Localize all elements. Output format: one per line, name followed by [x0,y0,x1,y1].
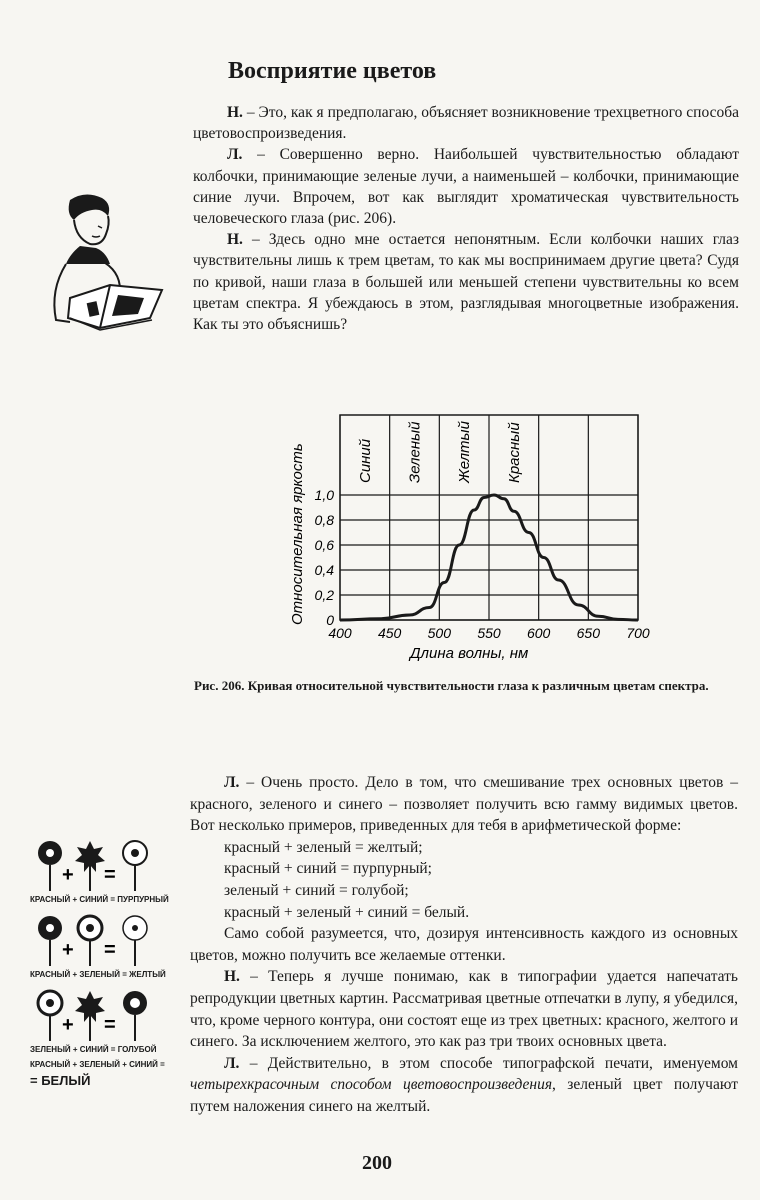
dialogue-top [193,102,739,335]
speaker-label: Л. [224,1054,240,1072]
speaker-label: Л. [224,774,240,791]
speaker-label: Н. [227,104,243,121]
formula-line: красный + синий = пурпурный; [224,860,432,878]
band-label: Синий [356,438,374,483]
formula-line: красный + зеленый = желтый; [224,838,423,856]
x-tick-labels [328,625,650,641]
flower-label: ЗЕЛЕНЫЙ + СИНИЙ = ГОЛУБОЙ [30,1045,157,1054]
svg-text:=: = [104,864,116,886]
x-axis-label: Длина волны, нм [410,645,529,662]
flower-row [30,910,170,970]
y-tick-label: 0,8 [314,512,334,528]
sensitivity-chart [280,405,660,670]
svg-text:=: = [104,939,116,961]
flower-row [30,985,170,1045]
speaker-label: Н. [227,231,243,249]
x-tick-label: 400 [328,625,352,641]
x-tick-label: 700 [626,625,650,641]
flower-label: КРАСНЫЙ + СИНИЙ = ПУРПУРНЫЙ [30,895,169,904]
paragraph-text: – Здесь одно мне остается непонятным. Если колбочки наших глаз чувствительны лишь к трем цветам, то как мы воспринимаем другие цвета? Судя по кривой, наши глаза в большей или меньшей степени чувствительны ко всем цветам спектра. Я убеждаюсь в этом, разглядывая многоцветные изображения. Как ты это объяснишь? [193,231,739,334]
svg-text:+: + [62,864,74,886]
italic-term: четырехкрасочным способом цветовоспроизведения [190,1076,553,1094]
paragraph-text: Само собой разумеется, что, дозируя интенсивность каждого из основных цветов, можно получить все желаемые оттенки. [190,925,738,964]
y-tick-label: 0,4 [314,562,334,578]
color-mixing-illustration [30,835,170,1088]
paragraph-text: , зеленый цвет получают путем наложения синего на желтый. [190,1076,738,1115]
flower-label: = БЕЛЫЙ [30,1073,91,1088]
svg-text:=: = [104,1014,116,1036]
flowers-icon [30,985,160,1043]
paragraph [193,102,739,144]
paragraph-text: – Совершенно верно. Наибольшей чувствительностью обладают колбочки, принимающие зеленые лучи, а наименьшей – колбочки, принимающие синие лучи. Впрочем, вот как выглядит хроматическая чувствительность человеческого глаза (рис. 206). [193,146,739,228]
flower-label: КРАСНЫЙ + ЗЕЛЕНЫЙ = ЖЕЛТЫЙ [30,970,166,979]
paragraph-text: – Действительно, в этом способе типографской печати, именуемом [239,1054,738,1072]
speaker-label: Н. [224,968,240,986]
paragraph-text: – Это, как я предполагаю, объясняет возникновение трехцветного способа цветовоспроизведения. [193,104,739,143]
speaker-label: Л. [227,146,243,164]
flower-row [30,835,170,895]
y-tick-label: 0,2 [314,587,334,603]
paragraph [190,1053,738,1118]
band-label: Желтый [456,421,474,483]
paragraph-text: – Теперь я лучше понимаю, как в типографии удается напечатать репродукции цветных картин. Рассматривая цветные отпечатки в лупу, я убедился, что, кроме черного контура, они состоят еще из трех цветных: красного, желтого и синего. За исключением желтого, это как раз три твоих основных цвета. [190,968,738,1051]
flowers-icon [30,910,160,968]
y-axis-label: Относительная яркость [289,443,306,625]
y-tick-label: 0,6 [314,537,334,553]
paragraph [190,966,738,1052]
x-tick-label: 650 [576,625,601,641]
svg-text:+: + [62,939,74,961]
paragraph [193,229,739,335]
x-tick-label: 500 [427,625,452,641]
svg-text:+: + [62,1014,74,1036]
formula-line: зеленый + синий = голубой; [224,881,409,899]
page-number: 200 [362,1152,392,1174]
formula-line: красный + зеленый + синий = белый. [224,903,470,921]
y-tick-labels [315,487,335,628]
flower-label: КРАСНЫЙ + ЗЕЛЕНЫЙ + СИНИЙ = [30,1060,165,1069]
y-tick-label: 1,0 [314,487,334,503]
x-tick-label: 450 [377,625,402,641]
paragraph-text: – Очень просто. Дело в том, что смешивание трех основных цветов – красного, зеленого и синего – позволяет получить всю гамму видимых цветов. Вот несколько примеров, приведенных для тебя в арифметической форме: [190,774,738,835]
x-tick-label: 550 [477,625,501,641]
flowers-icon [30,835,160,893]
figure-caption: Рис. 206. Кривая относительной чувствительности глаза к различным цветам спектра. [194,678,709,693]
boy-reading-illustration [40,190,180,340]
chart-grid [340,415,638,620]
y-tick-label: 0 [326,612,334,628]
dialogue-bottom [190,772,738,1118]
x-tick-label: 600 [526,625,551,641]
band-label: Зеленый [406,421,424,483]
paragraph [190,772,738,837]
page-title: Восприятие цветов [228,58,437,84]
band-label: Красный [505,422,523,483]
paragraph [193,144,739,229]
